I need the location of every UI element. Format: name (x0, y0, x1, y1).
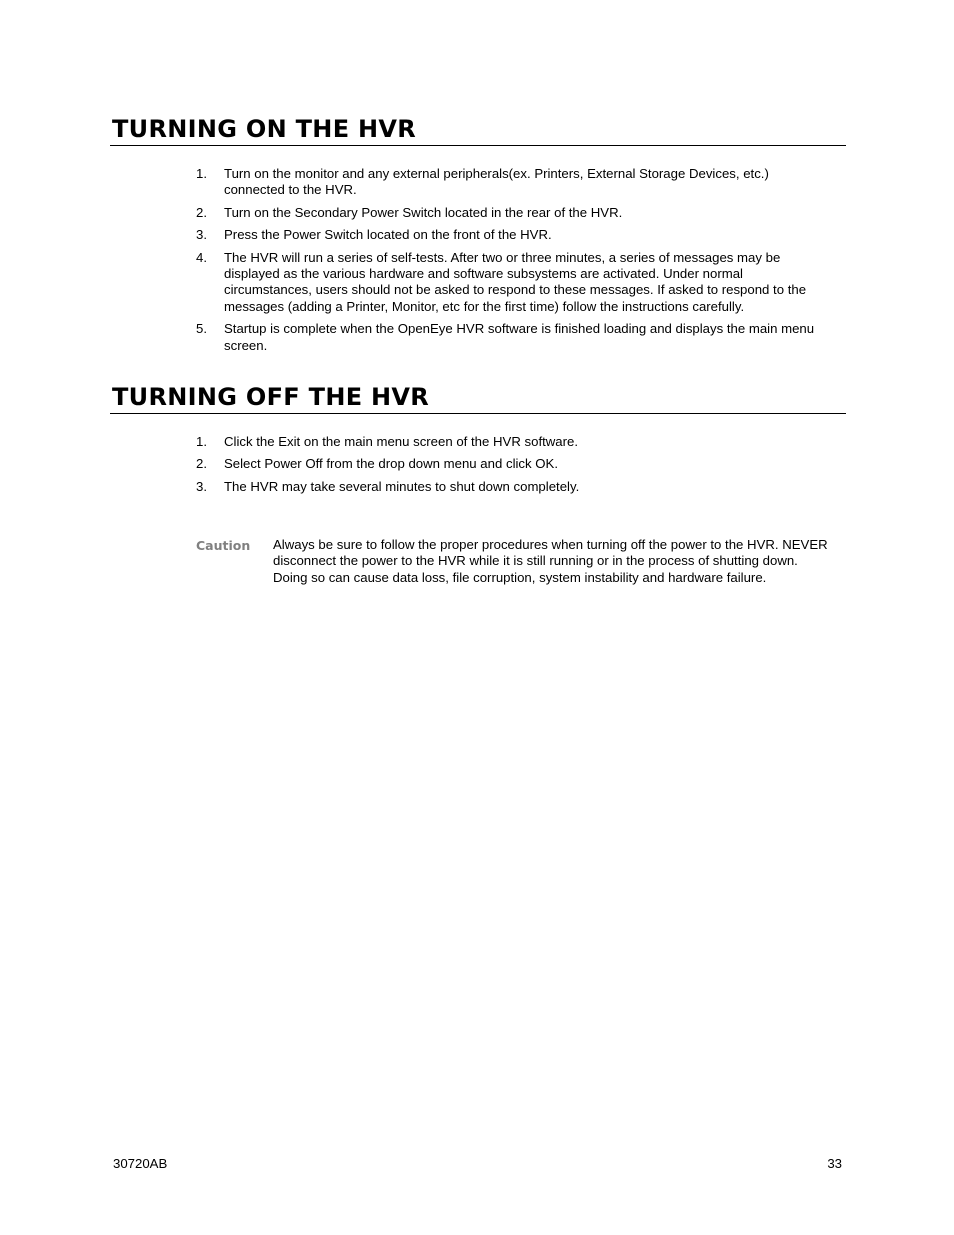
step-text: Turn on the monitor and any external peripherals(ex. Printers, External Storage Devices, etc.) connected to the HVR. (224, 166, 769, 198)
list-item (196, 166, 826, 199)
step-number: 1. (196, 434, 207, 449)
turning-on-steps-list (196, 166, 826, 360)
list-item (196, 227, 826, 243)
step-number: 4. (196, 249, 207, 265)
list-item (196, 205, 826, 221)
caution-text: Always be sure to follow the proper procedures when turning off the power to the HVR. NEVER disconnect the power to the HVR while it is still running or in the process of shutting down. Doing so can cause data loss, file corruption, system instability and hardware failure. (273, 537, 828, 585)
list-item (196, 434, 826, 450)
list-item (196, 321, 826, 354)
step-number: 2. (196, 456, 207, 472)
step-text: Turn on the Secondary Power Switch located in the rear of the HVR. (224, 204, 623, 220)
step-text: Click the Exit on the main menu screen of the HVR software. (224, 434, 579, 449)
caution-label: Caution (196, 538, 251, 553)
step-text: Startup is complete when the OpenEye HVR software is finished loading and displays the main menu screen. (224, 321, 815, 353)
step-number: 1. (196, 166, 207, 181)
step-number: 5. (196, 321, 207, 337)
section-heading-turning-on: TURNING ON THE HVR (110, 115, 846, 146)
list-item (196, 456, 826, 472)
page-number: 33 (827, 1156, 842, 1171)
step-number: 2. (196, 204, 207, 220)
step-text: The HVR will run a series of self-tests. After two or three minutes, a series of messages may be displayed as the various hardware and software subsystems are activated. Under normal circumstances, users should not be asked to respond to these messages. If asked to respond to the messages (adding a Printer, Monitor, etc for the first time) follow the instructions carefully. (224, 249, 807, 314)
turning-off-steps-list (196, 434, 826, 501)
step-text: The HVR may take several minutes to shut down completely. (224, 478, 580, 494)
list-item (196, 479, 826, 495)
step-number: 3. (196, 227, 207, 243)
list-item (196, 250, 826, 316)
step-number: 3. (196, 478, 207, 494)
section-heading-turning-off: TURNING OFF THE HVR (110, 383, 846, 414)
document-number: 30720AB (113, 1156, 168, 1171)
step-text: Press the Power Switch located on the front of the HVR. (224, 227, 552, 243)
step-text: Select Power Off from the drop down menu and click OK. (224, 456, 558, 472)
